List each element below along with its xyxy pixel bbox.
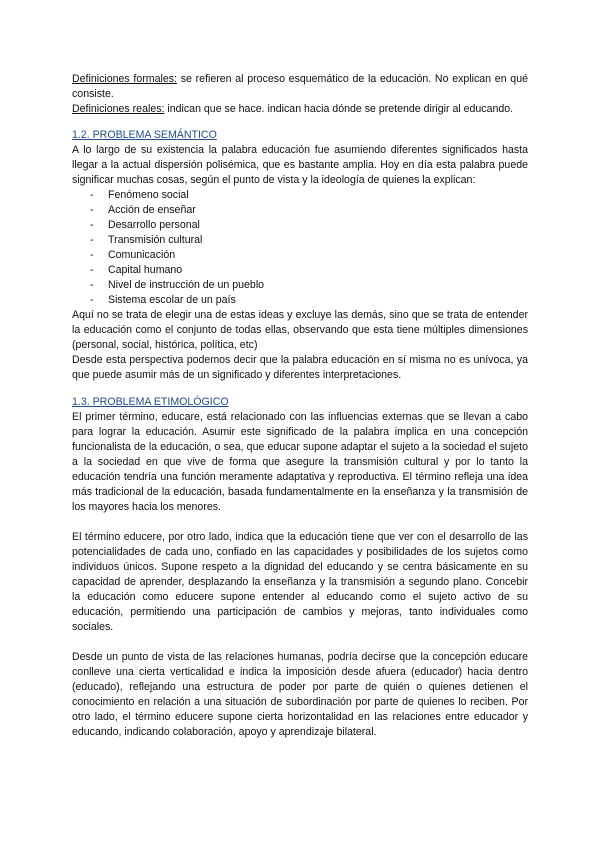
- list-item-text: Comunicación: [108, 249, 176, 261]
- definiciones-reales: [72, 102, 528, 117]
- list-item: [72, 263, 528, 278]
- list-item: [72, 248, 528, 263]
- definiciones-formales-term: Definiciones formales:: [72, 73, 177, 85]
- etimologico-paragraph-3: Desde un punto de vista de las relaciones humanas, podría decirse que la concepción educare conlleve una cierta verticalidad e indica la imposición desde afuera (educador) hacia dentro (educado), reflejando una estructura de poder por parte de quién o quienes detienen el conocimiento en relación a una situación de subordinación por parte de quienes lo reciben. Por otro lado, el término educere supone cierta horizontalidad en las relaciones entre educador y educando, indicando colaboración, apoyo y aprendizaje bilateral.: [72, 651, 528, 738]
- list-item-text: Capital humano: [108, 264, 183, 276]
- semantico-paragraph-2: Aquí no se trata de elegir una de estas ideas y excluye las demás, sino que se trata de entender la educación como el conjunto de todas ellas, observando que esta tiene múltiples dimensiones (personal, social, histórica, política, etc): [72, 309, 528, 351]
- list-item-text: Acción de enseñar: [108, 204, 196, 216]
- significados-list: [72, 188, 528, 308]
- list-item: [72, 293, 528, 308]
- bullet-dash: -: [90, 249, 94, 261]
- heading-problema-semantico: 1.2. PROBLEMA SEMÁNTICO: [72, 129, 217, 141]
- definiciones-reales-term: Definiciones reales:: [72, 103, 165, 115]
- list-item-text: Desarrollo personal: [108, 219, 200, 231]
- list-item: [72, 203, 528, 218]
- bullet-dash: -: [90, 279, 94, 291]
- bullet-dash: -: [90, 219, 94, 231]
- list-item-text: Transmisión cultural: [108, 234, 203, 246]
- bullet-dash: -: [90, 234, 94, 246]
- list-item: [72, 233, 528, 248]
- semantico-paragraph-3: Desde esta perspectiva podemos decir que la palabra educación en sí misma no es unívoca, ya que puede asumir más de un significado y diferentes interpretaciones.: [72, 354, 528, 381]
- list-item-text: Nivel de instrucción de un pueblo: [108, 279, 265, 291]
- etimologico-paragraph-1: El primer término, educare, está relacionado con las influencias externas que se llevan a cabo para lograr la educación. Asumir este significado de la palabra implica en una concepción funcionalista de la educación, o sea, que educar supone adaptar el sujeto a la sociedad el sujeto a la sociedad en que vive de forma que asegure la transmisión cultural y por lo tanto la educación tendría una función meramente adaptativa y reproductiva. El término refleja una idea más tradicional de la educación, basada fundamentalmente en la enseñanza y la transmisión de los mayores hacia los menores.: [72, 411, 528, 513]
- semantico-intro: A lo largo de su existencia la palabra educación fue asumiendo diferentes significados hasta llegar a la actual dispersión polisémica, que es bastante amplia. Hoy en día esta palabra puede significar muchas cosas, según el punto de vista y la ideología de quienes la explican:: [72, 144, 528, 186]
- list-item-text: Sistema escolar de un país: [108, 294, 236, 306]
- bullet-dash: -: [90, 189, 94, 201]
- bullet-dash: -: [90, 204, 94, 216]
- etimologico-paragraph-2: El término educere, por otro lado, indica que la educación tiene que ver con el desarrollo de las potencialidades de cada uno, confiado en las capacidades y posibilidades de los sujetos como individuos únicos. Supone respeto a la dignidad del educando y se centra básicamente en su capacidad de aprender, desplazando la enseñanza y la transmisión a segundo plano. Concebir la educación como educere supone entender al educando como el sujeto activo de su educación, permitiendo una participación de cambios y mejoras, tanto individuales como sociales.: [72, 531, 528, 633]
- list-item: [72, 218, 528, 233]
- bullet-dash: -: [90, 264, 94, 276]
- list-item: [72, 278, 528, 293]
- list-item-text: Fenómeno social: [108, 189, 189, 201]
- definiciones-formales: [72, 72, 528, 102]
- definiciones-reales-text: indican que se hace. indican hacia dónde se pretende dirigir al educando.: [164, 103, 514, 115]
- definiciones-formales-text: se refieren al proceso esquemático de la educación. No explican en qué consiste.: [72, 73, 528, 100]
- bullet-dash: -: [90, 294, 94, 306]
- list-item: [72, 188, 528, 203]
- heading-problema-etimologico: 1.3. PROBLEMA ETIMOLÓGICO: [72, 396, 229, 408]
- document-page: [72, 72, 528, 740]
